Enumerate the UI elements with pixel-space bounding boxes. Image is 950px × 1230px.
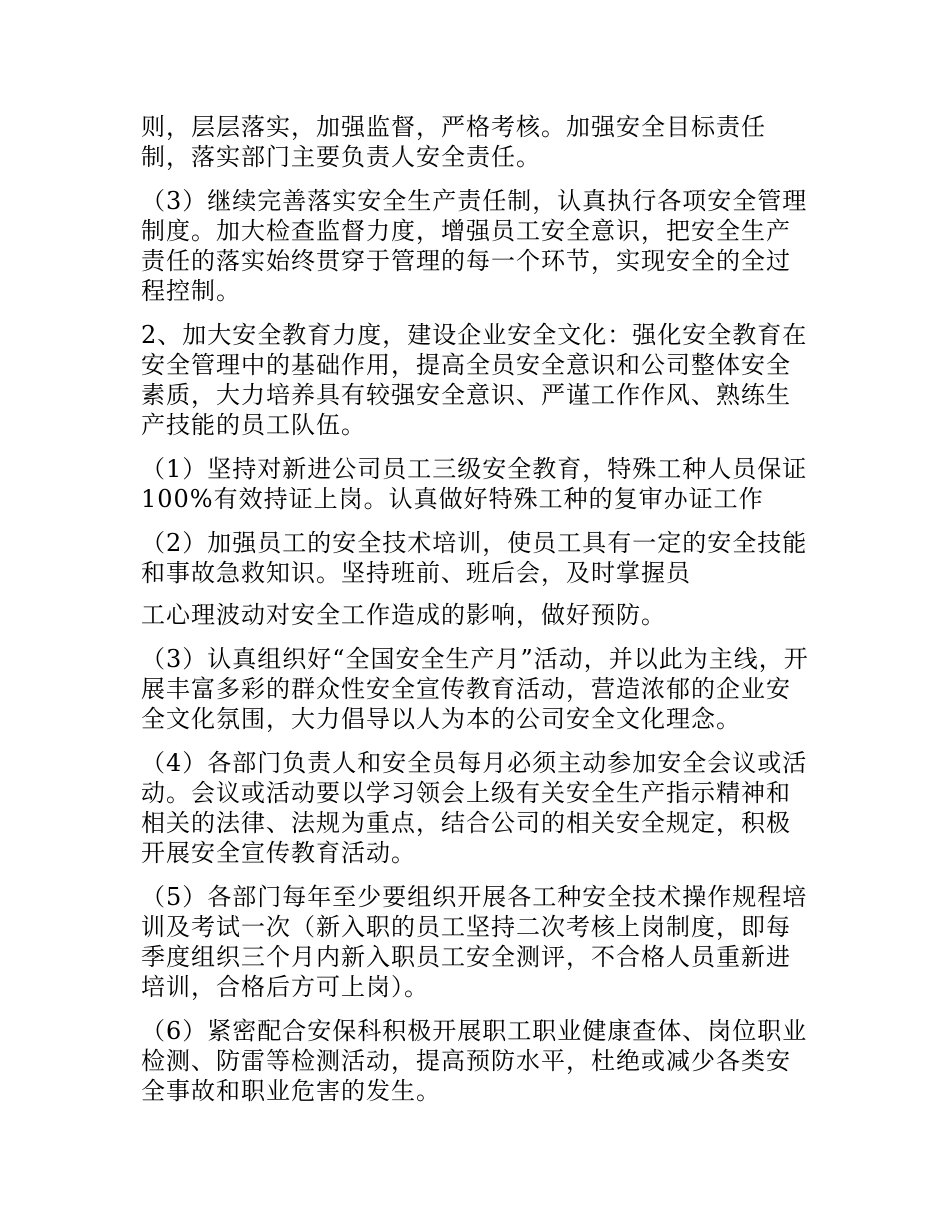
paragraph-item-2-technical-training: （2）加强员工的安全技术培训，使员工具有一定的安全技能和事故急救知识。坚持班前、班后会，及时掌握员 xyxy=(141,529,808,587)
paragraph-item-1-three-level-education: （1）坚持对新进公司员工三级安全教育，特殊工种人员保证100%有效持证上岗。认真做好特殊工种的复审办证工作 xyxy=(141,455,808,513)
paragraph-item-2-continued: 工心理波动对安全工作造成的影响，做好预防。 xyxy=(141,601,666,629)
paragraph-item-4-monthly-meetings: （4）各部门负责人和安全员每月必须主动参加安全会议或活动。会议或活动要以学习领会上级有关安全生产指示精神和相关的法律、法规为重点，结合公司的相关安全规定，积极开展安全宣传教育活动。 xyxy=(141,749,808,867)
paragraph-item-5-annual-training: （5）各部门每年至少要组织开展各工种安全技术操作规程培训及考试一次（新入职的员工坚持二次考核上岗制度，即每季度组织三个月内新入职员工安全测评，不合格人员重新进培训，合格后方可上岗）。 xyxy=(141,883,808,1001)
paragraph-item-3-responsibility-system: （3）继续完善落实安全生产责任制，认真执行各项安全管理制度。加大检查监督力度，增强员工安全意识，把安全生产责任的落实始终贯穿于管理的每一个环节，实现安全的全过程控制。 xyxy=(141,187,808,305)
paragraph-item-3-safety-month: （3）认真组织好“全国安全生产月”活动，并以此为主线，开展丰富多彩的群众性安全宣传教育活动，营造浓郁的企业安全文化氛围，大力倡导以人为本的公司安全文化理念。 xyxy=(141,645,809,733)
document-body xyxy=(141,112,813,1120)
paragraph-section-2-safety-education: 2、加大安全教育力度，建设企业安全文化：强化安全教育在安全管理中的基础作用，提高全员安全意识和公司整体安全素质，大力培养具有较强安全意识、严谨工作作风、熟练生产技能的员工队伍。 xyxy=(141,321,808,439)
paragraph-item-6-health-checks: （6）紧密配合安保科积极开展职工职业健康查体、岗位职业检测、防雷等检测活动，提高预防水平，杜绝或减少各类安全事故和职业危害的发生。 xyxy=(141,1017,808,1105)
paragraph-responsibility-continued: 则，层层落实，加强监督，严格考核。加强安全目标责任制，落实部门主要负责人安全责任。 xyxy=(141,113,766,171)
